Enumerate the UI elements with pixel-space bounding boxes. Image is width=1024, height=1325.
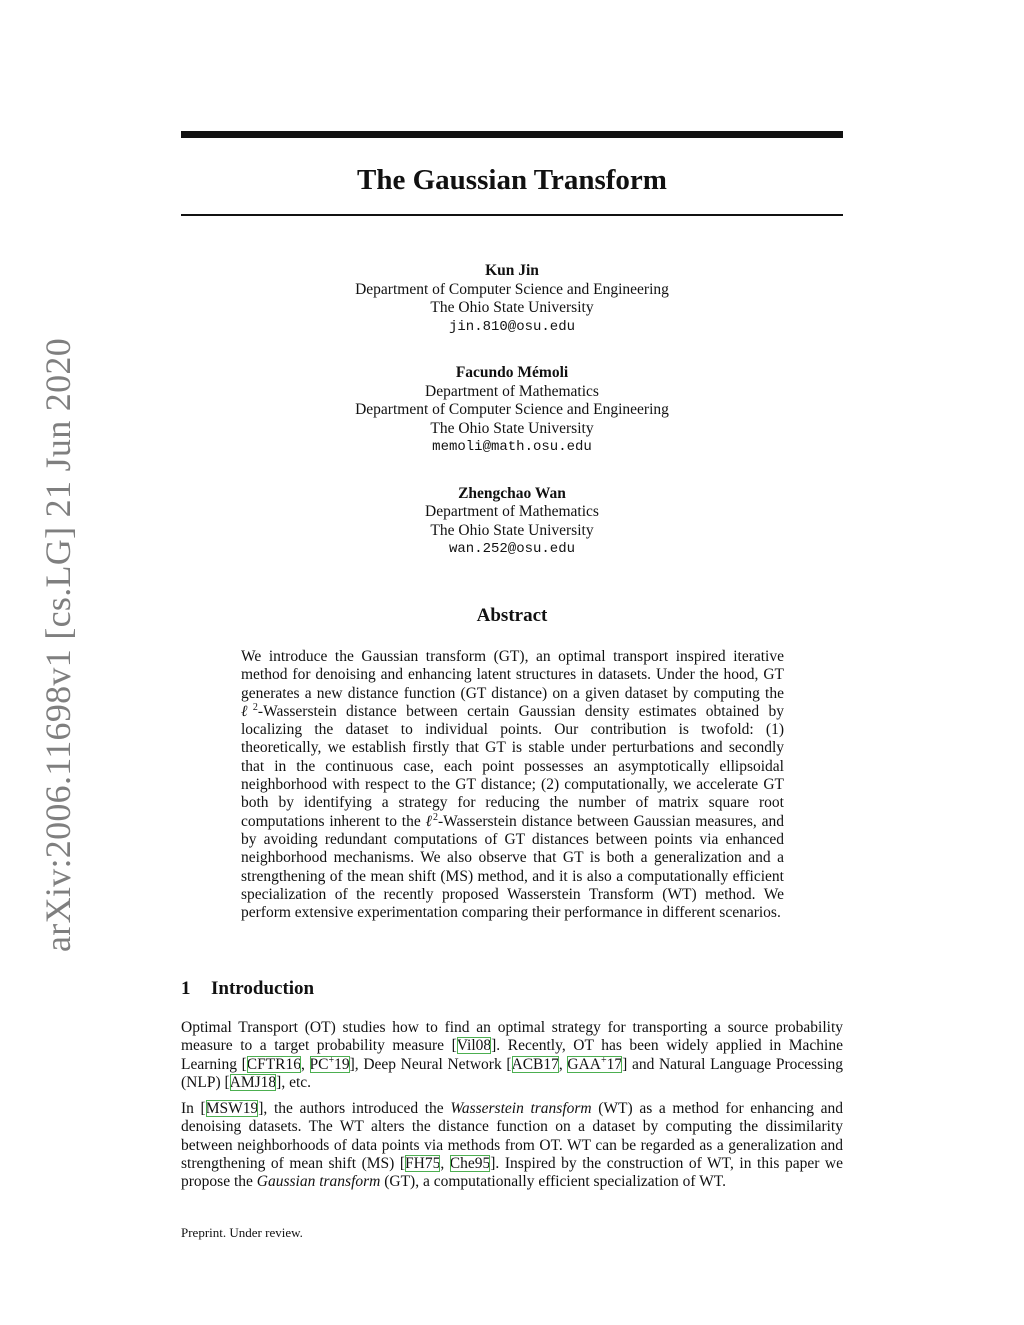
intro-paragraph-2 xyxy=(181,1100,843,1191)
text-run: , xyxy=(440,1155,450,1173)
superscript: 2 xyxy=(252,701,258,713)
citation-text: 19 xyxy=(334,1055,350,1073)
title-top-rule xyxy=(181,131,843,138)
author-affiliation: Department of Mathematics xyxy=(425,503,599,520)
text-run: ]. Inspired by the construction of WT, in this paper we propose the xyxy=(181,1155,843,1191)
author-affiliation: Department of Mathematics xyxy=(425,382,599,400)
section-title: Introduction xyxy=(211,978,315,999)
abstract-text-part: -Wasserstein distance between certain Gaussian density estimates obtained by localizing the dataset to individual points. Our contribution is twofold: (1) theoretically, we establish firstly that GT is stable under perturbations and secondly that in the continuous case, each point possesses an asymptotically ellipsoidal neighborhood with respect to the GT distance; (2) computationally, we accelerate GT both by identifying a strategy for reducing the number of matrix square root computations inherent to the xyxy=(241,702,784,830)
text-run: In [ xyxy=(181,1100,206,1118)
author-block xyxy=(181,262,843,587)
superscript: + xyxy=(328,1054,335,1066)
citation-text: GAA xyxy=(567,1055,601,1073)
emphasis-term: Gaussian transform xyxy=(256,1173,381,1191)
abstract-text-part: We introduce the Gaussian transform (GT), an optimal transport inspired iterative method for denoising and enhancing latent structures in datasets. Under the hood, GT generates a new distance function (GT distance) on a given dataset by computing the xyxy=(241,648,784,702)
introduction-body xyxy=(181,1019,843,1200)
citation-text: 17 xyxy=(606,1055,623,1073)
citation-link[interactable] xyxy=(310,1056,350,1073)
author-affiliation: The Ohio State University xyxy=(430,419,594,437)
text-run: ]. Recently, OT has been widely applied in Machine Learning [ xyxy=(181,1037,843,1073)
section-heading-introduction xyxy=(181,976,314,1002)
paper-title: The Gaussian Transform xyxy=(357,164,667,196)
author-name: Kun Jin xyxy=(485,262,539,279)
author-affiliation: The Ohio State University xyxy=(430,521,594,539)
abstract-heading: Abstract xyxy=(476,605,548,626)
citation-link[interactable]: MSW19 xyxy=(205,1100,259,1118)
text-run: ], Deep Neural Network [ xyxy=(349,1055,512,1073)
author-email[interactable]: memoli@math.osu.edu xyxy=(432,439,592,455)
title-bottom-rule xyxy=(181,214,843,216)
ell-symbol: ℓ xyxy=(425,812,433,830)
author-name: Facundo Mémoli xyxy=(455,364,569,381)
abstract-text xyxy=(241,648,784,922)
text-run: ], etc. xyxy=(276,1073,312,1091)
preprint-footer: Preprint. Under review. xyxy=(181,1225,303,1240)
text-run: , xyxy=(558,1055,568,1073)
text-run: (WT) as a method for enhancing and denoising datasets. The WT alters the distance function on a dataset by computing the dissimilarity between neighborhoods of data points via methods from OT. WT can be regarded as a generalization and strengthening of mean shift (MS) [ xyxy=(181,1100,843,1173)
author-2 xyxy=(181,364,843,457)
superscript: 2 xyxy=(432,811,438,823)
citation-link[interactable]: Che95 xyxy=(449,1155,491,1173)
citation-link[interactable]: Vil08 xyxy=(456,1037,492,1055)
text-run: , xyxy=(301,1055,310,1073)
text-run: ], the authors introduced the xyxy=(258,1100,451,1118)
text-run: ] and Natural Language Processing (NLP) [ xyxy=(181,1055,843,1091)
citation-link[interactable]: CFTR16 xyxy=(246,1055,302,1073)
author-3 xyxy=(181,485,843,559)
author-affiliation: The Ohio State University xyxy=(430,299,594,316)
text-run: Optimal Transport (OT) studies how to find an optimal strategy for transporting a source probability measure to a target probability measure [ xyxy=(181,1019,843,1055)
text-run: (GT), a computationally efficient specialization of WT. xyxy=(380,1173,726,1191)
citation-link[interactable]: FH75 xyxy=(405,1155,441,1173)
abstract-text-part: -Wasserstein distance between Gaussian measures, and by avoiding redundant computations of GT distances between points via enhanced neighborhood mechanisms. We also observe that GT is both a generalization and a strengthening of the mean shift (MS) method, and it is also a computationally efficient specialization of the recently proposed Wasserstein Transform (WT) method. We perform extensive experimentation comparing their performance in different scenarios. xyxy=(241,812,784,922)
author-email[interactable]: jin.810@osu.edu xyxy=(448,318,576,335)
author-name: Zhengchao Wan xyxy=(458,484,566,502)
citation-link[interactable] xyxy=(567,1056,622,1073)
author-affiliation: Department of Computer Science and Engineering xyxy=(355,280,669,298)
author-affiliation: Department of Computer Science and Engineering xyxy=(355,401,669,418)
citation-text: PC xyxy=(309,1055,329,1073)
superscript: + xyxy=(601,1054,607,1066)
ell-symbol: ℓ xyxy=(241,702,253,720)
arxiv-identifier: arXiv:2006.11698v1 [cs.LG] 21 Jun 2020 xyxy=(38,338,78,952)
author-1 xyxy=(181,262,843,336)
emphasis-term: Wasserstein transform xyxy=(450,1100,592,1118)
author-email[interactable]: wan.252@osu.edu xyxy=(448,541,576,557)
intro-paragraph-1 xyxy=(181,1019,843,1092)
section-number: 1 xyxy=(181,978,191,999)
citation-link[interactable]: ACB17 xyxy=(511,1055,559,1073)
citation-link[interactable]: AMJ18 xyxy=(229,1073,277,1091)
